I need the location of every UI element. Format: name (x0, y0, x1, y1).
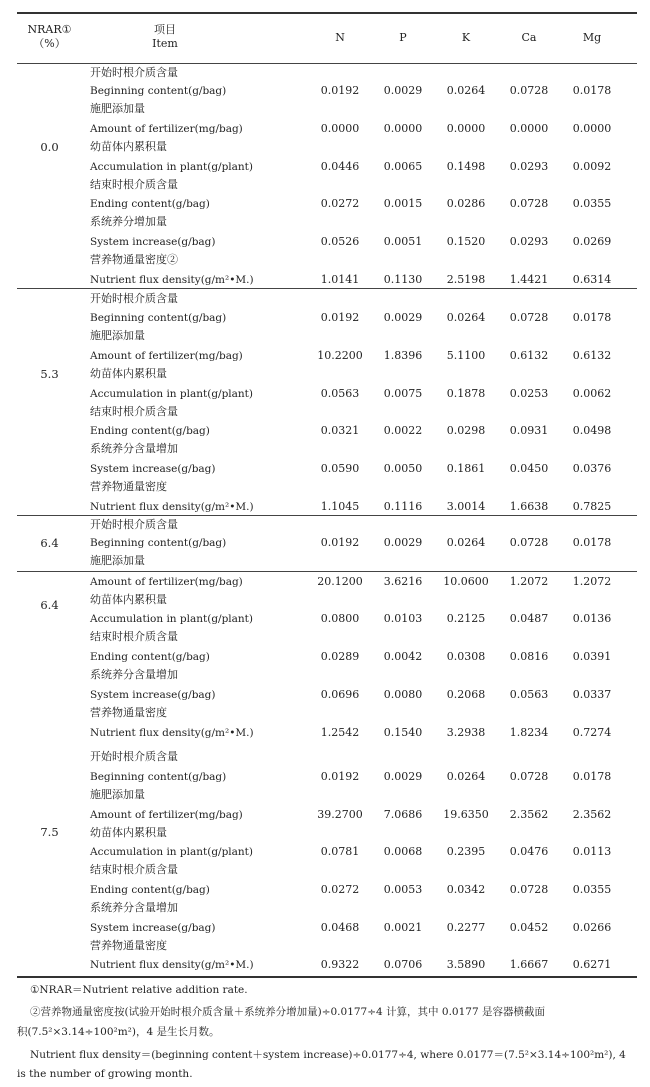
cell-value: 0.0728 (509, 883, 549, 896)
cell-value: 0.0178 (572, 536, 612, 549)
footnote-2-line-1: ②营养物通量密度按(试验开始时根介质含量＋系统养分增加量)÷0.0177÷4 计算，其中 0.0177 是容器横截面 (30, 1006, 545, 1018)
cell-value: 0.0728 (509, 197, 549, 210)
cell-value: 0.1540 (383, 726, 423, 739)
row-label-en: Ending content(g/bag) (90, 651, 210, 663)
header-col-n: N (335, 31, 345, 44)
row-label-zh: 系统养分含量增加 (90, 442, 178, 455)
cell-value: 0.0272 (320, 883, 360, 896)
row-label-zh: 开始时根介质含量 (90, 518, 178, 531)
row-label-zh: 营养物通量密度② (90, 253, 178, 266)
cell-value: 0.0321 (320, 424, 360, 437)
cell-value: 0.0286 (446, 197, 486, 210)
cell-value: 0.0816 (509, 650, 549, 663)
cell-value: 0.1861 (446, 462, 486, 475)
nrar-value: 0.0 (40, 140, 59, 154)
cell-value: 0.0264 (446, 311, 486, 324)
footnote-3-line-2: is the number of growing month. (17, 1068, 193, 1080)
row-label-zh: 施肥添加量 (90, 329, 145, 342)
row-label-zh: 结束时根介质含量 (90, 178, 178, 191)
cell-value: 0.0178 (572, 84, 612, 97)
cell-value: 0.0728 (509, 311, 549, 324)
cell-value: 0.0450 (509, 462, 549, 475)
row-label-zh: 结束时根介质含量 (90, 630, 178, 643)
cell-value: 0.0342 (446, 883, 486, 896)
row-label-en: Amount of fertilizer(mg/bag) (90, 576, 243, 588)
header-col-ca: Ca (521, 31, 537, 44)
row-label-zh: 开始时根介质含量 (90, 292, 178, 305)
row-label-en: Beginning content(g/bag) (90, 537, 227, 549)
cell-value: 0.0000 (509, 122, 549, 135)
cell-value: 0.0015 (383, 197, 423, 210)
cell-value: 0.0931 (509, 424, 549, 437)
cell-value: 0.2395 (446, 845, 486, 858)
cell-value: 0.6271 (572, 958, 612, 971)
cell-value: 0.0728 (509, 770, 549, 783)
cell-value: 0.0563 (320, 387, 360, 400)
header-nrar-label: NRAR① (27, 23, 72, 36)
cell-value: 0.0289 (320, 650, 360, 663)
cell-value: 0.0029 (383, 536, 423, 549)
cell-value: 5.1100 (446, 349, 486, 362)
cell-value: 0.0563 (509, 688, 549, 701)
cell-value: 1.8396 (383, 349, 423, 362)
row-label-en: Accumulation in plant(g/plant) (90, 161, 253, 173)
cell-value: 19.6350 (443, 808, 489, 821)
cell-value: 0.0706 (383, 958, 423, 971)
row-label-en: System increase(g/bag) (90, 236, 216, 248)
cell-value: 0.0068 (383, 845, 423, 858)
row-label-en: Amount of fertilizer(mg/bag) (90, 123, 243, 135)
row-label-zh: 营养物通量密度 (90, 939, 167, 952)
cell-value: 0.0293 (509, 235, 549, 248)
cell-value: 0.0103 (383, 612, 423, 625)
group-divider (17, 571, 637, 572)
cell-value: 0.0337 (572, 688, 612, 701)
header-item-en: Item (152, 37, 178, 50)
group-divider (17, 288, 637, 289)
cell-value: 0.0029 (383, 84, 423, 97)
nrar-value: 5.3 (40, 367, 59, 381)
cell-value: 0.0075 (383, 387, 423, 400)
row-label-en: Beginning content(g/bag) (90, 312, 227, 324)
cell-value: 0.0446 (320, 160, 360, 173)
cell-value: 0.0781 (320, 845, 360, 858)
cell-value: 0.0728 (509, 84, 549, 97)
cell-value: 0.2068 (446, 688, 486, 701)
cell-value: 0.0042 (383, 650, 423, 663)
cell-value: 1.6667 (509, 958, 549, 971)
cell-value: 0.0050 (383, 462, 423, 475)
row-label-zh: 开始时根介质含量 (90, 66, 178, 79)
cell-value: 0.0000 (320, 122, 360, 135)
header-col-p: P (399, 31, 407, 44)
cell-value: 0.0092 (572, 160, 612, 173)
cell-value: 0.0065 (383, 160, 423, 173)
cell-value: 1.6638 (509, 500, 549, 513)
cell-value: 1.0141 (320, 273, 360, 286)
row-label-en: Amount of fertilizer(mg/bag) (90, 350, 243, 362)
row-label-zh: 幼苗体内累积量 (90, 593, 167, 606)
cell-value: 0.1498 (446, 160, 486, 173)
cell-value: 0.0298 (446, 424, 486, 437)
row-label-en: Accumulation in plant(g/plant) (90, 388, 253, 400)
cell-value: 0.0022 (383, 424, 423, 437)
footnote-1: ①NRAR＝Nutrient relative addition rate. (30, 984, 248, 996)
cell-value: 0.0526 (320, 235, 360, 248)
cell-value: 0.0800 (320, 612, 360, 625)
row-label-en: Nutrient flux density(g/m²•M.) (90, 959, 254, 971)
cell-value: 1.2072 (572, 575, 612, 588)
cell-value: 0.1116 (383, 500, 423, 513)
cell-value: 10.0600 (443, 575, 489, 588)
row-label-zh: 施肥添加量 (90, 788, 145, 801)
cell-value: 0.0000 (572, 122, 612, 135)
row-label-en: Ending content(g/bag) (90, 198, 210, 210)
row-label-en: Nutrient flux density(g/m²•M.) (90, 501, 254, 513)
cell-value: 0.0053 (383, 883, 423, 896)
row-label-zh: 系统养分增加量 (90, 215, 167, 228)
cell-value: 0.0113 (572, 845, 612, 858)
nrar-value: 6.4 (40, 598, 59, 612)
row-label-en: Ending content(g/bag) (90, 425, 210, 437)
cell-value: 0.6314 (572, 273, 612, 286)
cell-value: 0.1130 (383, 273, 423, 286)
cell-value: 0.7825 (572, 500, 612, 513)
cell-value: 3.2938 (446, 726, 486, 739)
header-item (90, 23, 240, 51)
row-label-en: System increase(g/bag) (90, 922, 216, 934)
cell-value: 0.0178 (572, 770, 612, 783)
cell-value: 0.0266 (572, 921, 612, 934)
row-label-en: Accumulation in plant(g/plant) (90, 846, 253, 858)
cell-value: 0.0000 (446, 122, 486, 135)
row-label-zh: 开始时根介质含量 (90, 750, 178, 763)
table-bottom-rule (17, 976, 637, 978)
cell-value: 0.0051 (383, 235, 423, 248)
cell-value: 0.0498 (572, 424, 612, 437)
row-label-en: Accumulation in plant(g/plant) (90, 613, 253, 625)
cell-value: 0.0728 (509, 536, 549, 549)
row-label-zh: 幼苗体内累积量 (90, 140, 167, 153)
cell-value: 0.0021 (383, 921, 423, 934)
footnote-2-line-2: 积(7.5²×3.14÷100²m²)，4 是生长月数。 (17, 1026, 220, 1038)
cell-value: 1.1045 (320, 500, 360, 513)
cell-value: 2.3562 (572, 808, 612, 821)
header-col-mg: Mg (582, 31, 602, 44)
row-label-zh: 系统养分含量增加 (90, 901, 178, 914)
cell-value: 3.6216 (383, 575, 423, 588)
table-top-rule (17, 12, 637, 14)
cell-value: 0.0487 (509, 612, 549, 625)
cell-value: 0.0192 (320, 84, 360, 97)
cell-value: 1.8234 (509, 726, 549, 739)
cell-value: 2.3562 (509, 808, 549, 821)
cell-value: 0.0476 (509, 845, 549, 858)
cell-value: 2.5198 (446, 273, 486, 286)
cell-value: 0.0293 (509, 160, 549, 173)
cell-value: 0.0029 (383, 311, 423, 324)
cell-value: 0.0452 (509, 921, 549, 934)
cell-value: 0.6132 (509, 349, 549, 362)
cell-value: 0.0468 (320, 921, 360, 934)
cell-value: 0.7274 (572, 726, 612, 739)
cell-value: 0.0192 (320, 311, 360, 324)
cell-value: 3.0014 (446, 500, 486, 513)
cell-value: 20.1200 (317, 575, 363, 588)
cell-value: 1.2072 (509, 575, 549, 588)
cell-value: 0.0192 (320, 770, 360, 783)
cell-value: 0.0136 (572, 612, 612, 625)
cell-value: 0.1878 (446, 387, 486, 400)
cell-value: 0.2125 (446, 612, 486, 625)
cell-value: 1.2542 (320, 726, 360, 739)
cell-value: 0.0192 (320, 536, 360, 549)
cell-value: 0.0178 (572, 311, 612, 324)
cell-value: 0.1520 (446, 235, 486, 248)
row-label-en: System increase(g/bag) (90, 463, 216, 475)
cell-value: 0.0253 (509, 387, 549, 400)
cell-value: 0.2277 (446, 921, 486, 934)
row-label-zh: 营养物通量密度 (90, 706, 167, 719)
nrar-value: 7.5 (40, 825, 59, 839)
row-label-en: Beginning content(g/bag) (90, 771, 227, 783)
cell-value: 0.0308 (446, 650, 486, 663)
cell-value: 0.0376 (572, 462, 612, 475)
cell-value: 3.5890 (446, 958, 486, 971)
header-nrar (22, 23, 77, 51)
cell-value: 0.0391 (572, 650, 612, 663)
cell-value: 0.0264 (446, 536, 486, 549)
cell-value: 10.2200 (317, 349, 363, 362)
row-label-en: Beginning content(g/bag) (90, 85, 227, 97)
cell-value: 0.0264 (446, 770, 486, 783)
row-label-zh: 结束时根介质含量 (90, 863, 178, 876)
cell-value: 0.0080 (383, 688, 423, 701)
footnote-3-line-1: Nutrient flux density＝(beginning content＋system increase)÷0.0177÷4, where 0.0177＝(7.5²×3.14÷100²m²), 4 (30, 1049, 626, 1061)
row-label-zh: 系统养分含量增加 (90, 668, 178, 681)
header-col-k: K (461, 31, 471, 44)
cell-value: 0.0272 (320, 197, 360, 210)
table-header-rule (17, 63, 637, 64)
row-label-zh: 幼苗体内累积量 (90, 367, 167, 380)
header-nrar-unit: （%） (33, 37, 66, 50)
row-label-en: Ending content(g/bag) (90, 884, 210, 896)
row-label-zh: 营养物通量密度 (90, 480, 167, 493)
group-divider (17, 515, 637, 516)
cell-value: 1.4421 (509, 273, 549, 286)
nrar-value: 6.4 (40, 536, 59, 550)
cell-value: 0.9322 (320, 958, 360, 971)
row-label-zh: 施肥添加量 (90, 554, 145, 567)
cell-value: 0.0264 (446, 84, 486, 97)
row-label-en: System increase(g/bag) (90, 689, 216, 701)
cell-value: 0.0355 (572, 883, 612, 896)
row-label-zh: 结束时根介质含量 (90, 405, 178, 418)
cell-value: 7.0686 (383, 808, 423, 821)
cell-value: 0.0269 (572, 235, 612, 248)
row-label-zh: 施肥添加量 (90, 102, 145, 115)
cell-value: 0.0696 (320, 688, 360, 701)
cell-value: 0.0355 (572, 197, 612, 210)
cell-value: 0.6132 (572, 349, 612, 362)
cell-value: 39.2700 (317, 808, 363, 821)
cell-value: 0.0029 (383, 770, 423, 783)
row-label-en: Nutrient flux density(g/m²•M.) (90, 274, 254, 286)
cell-value: 0.0000 (383, 122, 423, 135)
row-label-en: Amount of fertilizer(mg/bag) (90, 809, 243, 821)
row-label-zh: 幼苗体内累积量 (90, 826, 167, 839)
row-label-en: Nutrient flux density(g/m²•M.) (90, 727, 254, 739)
cell-value: 0.0590 (320, 462, 360, 475)
cell-value: 0.0062 (572, 387, 612, 400)
header-item-zh: 项目 (154, 23, 176, 36)
